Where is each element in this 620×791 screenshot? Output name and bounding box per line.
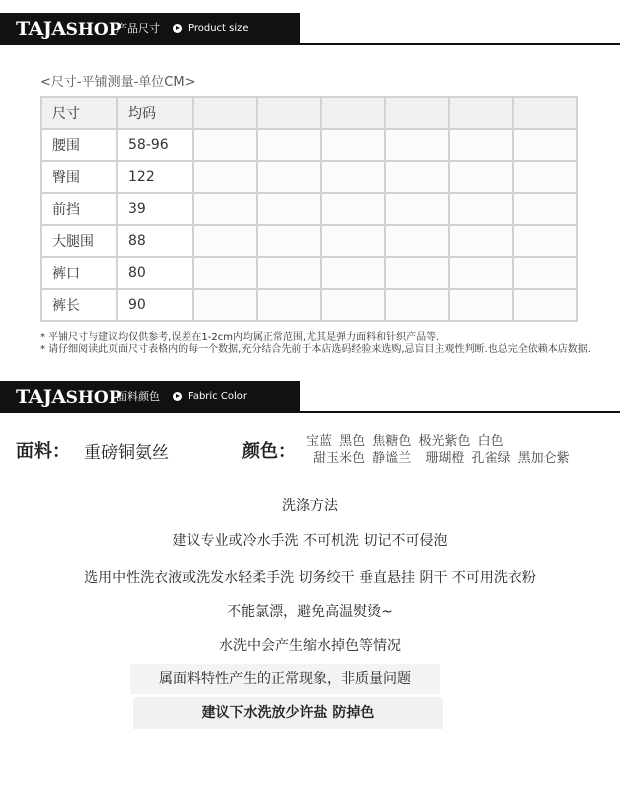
row-value: 90 <box>117 289 193 321</box>
row-label: 裤口 <box>41 257 117 289</box>
row-label: 大腿围 <box>41 225 117 257</box>
row-value: 80 <box>117 257 193 289</box>
empty-cell <box>385 129 449 161</box>
table-header-row <box>41 97 577 129</box>
empty-cell <box>513 161 577 193</box>
brand-logo <box>16 385 122 410</box>
care-highlight: 建议下水洗放少许盐 防掉色 <box>133 697 443 729</box>
logo-text: TAJA <box>16 386 66 408</box>
logo-shop-text: SHOP <box>65 20 122 40</box>
empty-cell <box>449 257 513 289</box>
row-label: 腰围 <box>41 129 117 161</box>
empty-cell <box>449 161 513 193</box>
row-value: 58-96 <box>117 129 193 161</box>
color-line-1 <box>306 433 606 450</box>
row-value: 88 <box>117 225 193 257</box>
column-header <box>257 97 321 129</box>
empty-cell <box>321 193 385 225</box>
color-option: 黑色 <box>339 434 366 449</box>
color-label: 颜色： <box>242 441 296 462</box>
brand-logo <box>16 17 122 42</box>
header-background <box>0 381 300 413</box>
row-value: 39 <box>117 193 193 225</box>
empty-cell <box>193 225 257 257</box>
section-title-en: Fabric Color <box>188 391 247 402</box>
empty-cell <box>513 193 577 225</box>
empty-cell <box>193 161 257 193</box>
care-line: 水洗中会产生缩水掉色等情况 <box>219 638 401 654</box>
empty-cell <box>513 225 577 257</box>
empty-cell <box>385 225 449 257</box>
empty-cell <box>385 289 449 321</box>
empty-cell <box>385 257 449 289</box>
empty-cell <box>385 161 449 193</box>
care-line: 不能氯漂，避免高温熨烫~ <box>227 604 393 620</box>
row-label: 臀围 <box>41 161 117 193</box>
empty-cell <box>449 193 513 225</box>
color-option: 珊瑚橙 <box>425 451 465 466</box>
header-background <box>0 13 300 45</box>
column-header <box>513 97 577 129</box>
empty-cell <box>449 129 513 161</box>
empty-cell <box>257 129 321 161</box>
size-caption: <尺寸-平铺测量-单位CM> <box>40 75 196 90</box>
column-header <box>321 97 385 129</box>
empty-cell <box>321 225 385 257</box>
column-header <box>385 97 449 129</box>
header-rule <box>300 411 620 413</box>
column-header <box>193 97 257 129</box>
color-option: 焦糖色 <box>372 434 412 449</box>
section-title-en: Product size <box>188 23 249 34</box>
fabric-label: 面料： <box>16 441 70 462</box>
logo-shop-text: SHOP <box>65 388 122 408</box>
empty-cell <box>257 161 321 193</box>
play-arrow-icon <box>173 24 182 33</box>
empty-cell <box>257 193 321 225</box>
table-row <box>41 289 577 321</box>
empty-cell <box>321 257 385 289</box>
empty-cell <box>193 193 257 225</box>
color-option: 黑加仑紫 <box>517 451 570 466</box>
play-arrow-icon <box>173 392 182 401</box>
care-line: 建议专业或冷水手洗 不可机洗 切记不可侵泡 <box>172 533 448 549</box>
empty-cell <box>449 289 513 321</box>
empty-cell <box>193 129 257 161</box>
section-title-cn: 产品尺寸 <box>116 22 160 35</box>
product-size-header <box>0 13 620 45</box>
empty-cell <box>321 129 385 161</box>
empty-cell <box>257 289 321 321</box>
row-label: 前挡 <box>41 193 117 225</box>
care-line: 属面料特性产生的正常现象，非质量问题 <box>130 664 440 694</box>
note-line: * 平铺尺寸与建议均仅供参考,误差在1-2cm内均属正常范围,尤其是弹力面料和针织产品等. <box>40 332 440 343</box>
header-rule <box>300 43 620 45</box>
column-header: 均码 <box>117 97 193 129</box>
empty-cell <box>321 161 385 193</box>
empty-cell <box>193 257 257 289</box>
row-value: 122 <box>117 161 193 193</box>
fabric-color-header <box>0 381 620 413</box>
color-option: 孔雀绿 <box>471 451 511 466</box>
empty-cell <box>257 225 321 257</box>
empty-cell <box>449 225 513 257</box>
table-row <box>41 225 577 257</box>
empty-cell <box>193 289 257 321</box>
table-row <box>41 257 577 289</box>
empty-cell <box>321 289 385 321</box>
care-line: 选用中性洗衣液或洗发水轻柔手洗 切务绞干 垂直悬挂 阴干 不可用洗衣粉 <box>84 570 536 586</box>
row-label: 裤长 <box>41 289 117 321</box>
column-header <box>449 97 513 129</box>
empty-cell <box>513 129 577 161</box>
column-header: 尺寸 <box>41 97 117 129</box>
size-notes <box>40 332 600 356</box>
color-option: 极光紫色 <box>418 434 471 449</box>
color-list <box>306 433 606 467</box>
logo-text: TAJA <box>16 18 66 40</box>
size-table <box>40 96 578 322</box>
table-row <box>41 193 577 225</box>
fabric-info <box>16 433 616 473</box>
empty-cell <box>513 257 577 289</box>
empty-cell <box>513 289 577 321</box>
section-title-cn: 面料颜色 <box>116 390 160 403</box>
color-option: 白色 <box>477 434 504 449</box>
empty-cell <box>385 193 449 225</box>
table-row <box>41 129 577 161</box>
color-line-2 <box>306 450 606 467</box>
table-row <box>41 161 577 193</box>
empty-cell <box>257 257 321 289</box>
care-title: 洗涤方法 <box>282 498 338 514</box>
fabric-value: 重磅铜氨丝 <box>84 443 169 463</box>
color-option: 静谧兰 <box>372 451 412 466</box>
color-option: 宝蓝 <box>306 434 333 449</box>
color-option: 甜玉米色 <box>313 451 366 466</box>
note-line: * 请仔细阅读此页面尺寸表格内的每一个数据,充分结合先前于本店选码经验来选购,忌盲目主观性判断.也总完全依赖本店数据. <box>40 344 591 355</box>
